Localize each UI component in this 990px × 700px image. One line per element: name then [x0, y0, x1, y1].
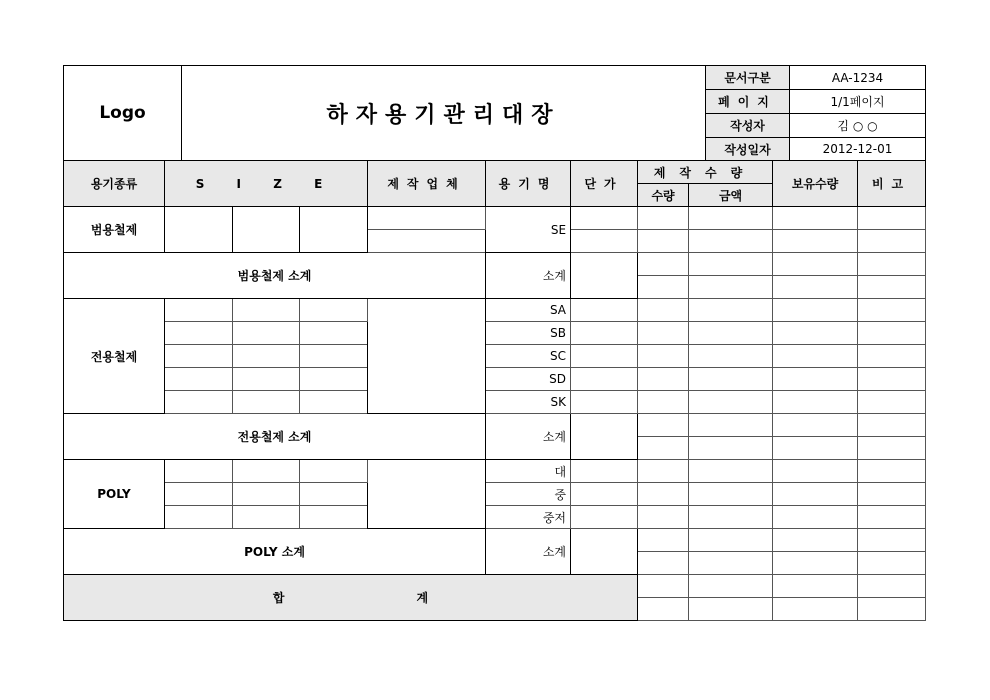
note-cell[interactable]	[858, 483, 926, 506]
col-type: 용기종류	[64, 161, 165, 207]
price-cell[interactable]	[571, 483, 638, 506]
maker-cell[interactable]	[368, 230, 486, 253]
qty-cell[interactable]	[638, 207, 689, 230]
size-cell[interactable]	[300, 506, 368, 529]
qty-cell[interactable]	[638, 299, 689, 322]
qty-cell[interactable]	[638, 483, 689, 506]
amount-cell[interactable]	[689, 230, 773, 253]
qty-cell[interactable]	[638, 529, 689, 552]
maker-cell[interactable]	[368, 207, 486, 230]
stock-cell[interactable]	[773, 506, 858, 529]
stock-cell[interactable]	[773, 299, 858, 322]
note-cell[interactable]	[858, 322, 926, 345]
note-cell[interactable]	[858, 391, 926, 414]
amount-cell[interactable]	[689, 322, 773, 345]
note-cell[interactable]	[858, 506, 926, 529]
note-cell[interactable]	[858, 230, 926, 253]
col-maker: 제작업체	[368, 161, 486, 207]
qty-cell[interactable]	[638, 460, 689, 483]
qty-cell[interactable]	[638, 253, 689, 276]
col-production: 제작수량	[638, 161, 773, 184]
meta-label-date: 작성일자	[706, 138, 790, 161]
note-cell[interactable]	[858, 207, 926, 230]
col-container-name: 용기명	[486, 161, 571, 207]
size-cell[interactable]	[233, 368, 300, 391]
subtotal-tag: 소계	[486, 253, 571, 299]
stock-cell[interactable]	[773, 276, 858, 299]
size-cell[interactable]	[233, 207, 300, 253]
amount-cell[interactable]	[689, 460, 773, 483]
col-note: 비고	[858, 161, 926, 207]
size-cell[interactable]	[233, 391, 300, 414]
note-cell[interactable]	[858, 529, 926, 552]
item-se: SE	[486, 207, 571, 253]
meta-value-date: 2012-12-01	[790, 138, 926, 161]
qty-cell[interactable]	[638, 345, 689, 368]
price-cell[interactable]	[571, 207, 638, 230]
stock-cell[interactable]	[773, 368, 858, 391]
note-cell[interactable]	[858, 414, 926, 437]
item-sa: SA	[486, 299, 571, 322]
qty-cell[interactable]	[638, 575, 689, 598]
amount-cell[interactable]	[689, 437, 773, 460]
item-sc: SC	[486, 345, 571, 368]
stock-cell[interactable]	[773, 414, 858, 437]
qty-cell[interactable]	[638, 506, 689, 529]
size-cell[interactable]	[165, 299, 233, 322]
size-cell[interactable]	[165, 506, 233, 529]
maker-cell[interactable]	[368, 460, 486, 529]
note-cell[interactable]	[858, 575, 926, 598]
subtotal-dedicated-label: 전용철제 소계	[64, 414, 486, 460]
note-cell[interactable]	[858, 345, 926, 368]
grand-total-label	[64, 575, 638, 621]
amount-cell[interactable]	[689, 414, 773, 437]
document-header	[63, 65, 926, 161]
meta-label-doc-type: 문서구분	[706, 66, 790, 90]
amount-cell[interactable]	[689, 253, 773, 276]
group-label-general: 범용철제	[64, 207, 165, 253]
amount-cell[interactable]	[689, 368, 773, 391]
note-cell[interactable]	[858, 460, 926, 483]
stock-cell[interactable]	[773, 253, 858, 276]
meta-value-page: 1/1페이지	[790, 90, 926, 114]
note-cell[interactable]	[858, 276, 926, 299]
amount-cell[interactable]	[689, 207, 773, 230]
note-cell[interactable]	[858, 598, 926, 621]
price-cell[interactable]	[571, 322, 638, 345]
size-cell[interactable]	[233, 460, 300, 483]
size-cell[interactable]	[233, 345, 300, 368]
group-label-poly: POLY	[64, 460, 165, 529]
item-sb: SB	[486, 322, 571, 345]
group-label-dedicated: 전용철제	[64, 299, 165, 414]
stock-cell[interactable]	[773, 460, 858, 483]
qty-cell[interactable]	[638, 230, 689, 253]
qty-cell[interactable]	[638, 368, 689, 391]
size-cell[interactable]	[300, 207, 368, 253]
page-title: 하자용기관리대장	[182, 66, 706, 161]
item-medium: 중	[486, 483, 571, 506]
size-cell[interactable]	[165, 345, 233, 368]
size-cell[interactable]	[300, 322, 368, 345]
size-cell[interactable]	[165, 483, 233, 506]
total-char-1: 합	[272, 591, 285, 605]
stock-cell[interactable]	[773, 391, 858, 414]
col-size: S I Z E	[165, 161, 368, 207]
amount-cell[interactable]	[689, 483, 773, 506]
note-cell[interactable]	[858, 368, 926, 391]
subtotal-tag: 소계	[486, 529, 571, 575]
item-large: 대	[486, 460, 571, 483]
meta-label-page: 페이지	[706, 90, 790, 114]
size-cell[interactable]	[165, 368, 233, 391]
container-register-table	[63, 160, 926, 621]
item-sk: SK	[486, 391, 571, 414]
size-cell[interactable]	[300, 391, 368, 414]
stock-cell[interactable]	[773, 207, 858, 230]
price-cell[interactable]	[571, 299, 638, 322]
size-cell[interactable]	[233, 299, 300, 322]
amount-cell[interactable]	[689, 552, 773, 575]
size-cell[interactable]	[233, 506, 300, 529]
size-cell[interactable]	[165, 322, 233, 345]
size-cell[interactable]	[233, 483, 300, 506]
size-cell[interactable]	[300, 483, 368, 506]
size-cell[interactable]	[300, 299, 368, 322]
stock-cell[interactable]	[773, 322, 858, 345]
amount-cell[interactable]	[689, 276, 773, 299]
amount-cell[interactable]	[689, 299, 773, 322]
size-cell[interactable]	[300, 345, 368, 368]
meta-label-author: 작성자	[706, 114, 790, 138]
maker-cell[interactable]	[368, 299, 486, 414]
meta-value-author: 김 ○ ○	[790, 114, 926, 138]
col-unit-price: 단가	[571, 161, 638, 207]
size-cell[interactable]	[165, 460, 233, 483]
qty-cell[interactable]	[638, 391, 689, 414]
stock-cell[interactable]	[773, 552, 858, 575]
qty-cell[interactable]	[638, 322, 689, 345]
amount-cell[interactable]	[689, 391, 773, 414]
size-cell[interactable]	[300, 460, 368, 483]
stock-cell[interactable]	[773, 345, 858, 368]
amount-cell[interactable]	[689, 345, 773, 368]
stock-cell[interactable]	[773, 529, 858, 552]
price-cell[interactable]	[571, 414, 638, 460]
amount-cell[interactable]	[689, 598, 773, 621]
price-cell[interactable]	[571, 345, 638, 368]
size-cell[interactable]	[165, 391, 233, 414]
col-amount: 금액	[689, 184, 773, 207]
note-cell[interactable]	[858, 552, 926, 575]
col-stock: 보유수량	[773, 161, 858, 207]
note-cell[interactable]	[858, 437, 926, 460]
amount-cell[interactable]	[689, 529, 773, 552]
price-cell[interactable]	[571, 506, 638, 529]
subtotal-tag: 소계	[486, 414, 571, 460]
note-cell[interactable]	[858, 299, 926, 322]
meta-value-doc-type: AA-1234	[790, 66, 926, 90]
size-cell[interactable]	[165, 207, 233, 253]
qty-cell[interactable]	[638, 414, 689, 437]
item-sd: SD	[486, 368, 571, 391]
total-char-2: 계	[416, 591, 429, 605]
size-cell[interactable]	[300, 368, 368, 391]
price-cell[interactable]	[571, 391, 638, 414]
item-medium-low: 중저	[486, 506, 571, 529]
amount-cell[interactable]	[689, 575, 773, 598]
price-cell[interactable]	[571, 253, 638, 299]
price-cell[interactable]	[571, 529, 638, 575]
price-cell[interactable]	[571, 460, 638, 483]
qty-cell[interactable]	[638, 276, 689, 299]
qty-cell[interactable]	[638, 552, 689, 575]
note-cell[interactable]	[858, 253, 926, 276]
col-qty: 수량	[638, 184, 689, 207]
stock-cell[interactable]	[773, 575, 858, 598]
qty-cell[interactable]	[638, 437, 689, 460]
amount-cell[interactable]	[689, 506, 773, 529]
price-cell[interactable]	[571, 230, 638, 253]
stock-cell[interactable]	[773, 598, 858, 621]
stock-cell[interactable]	[773, 437, 858, 460]
stock-cell[interactable]	[773, 230, 858, 253]
stock-cell[interactable]	[773, 483, 858, 506]
subtotal-general-label: 범용철제 소계	[64, 253, 486, 299]
size-cell[interactable]	[233, 322, 300, 345]
price-cell[interactable]	[571, 368, 638, 391]
subtotal-poly-label: POLY 소계	[64, 529, 486, 575]
logo: Logo	[64, 66, 182, 161]
qty-cell[interactable]	[638, 598, 689, 621]
